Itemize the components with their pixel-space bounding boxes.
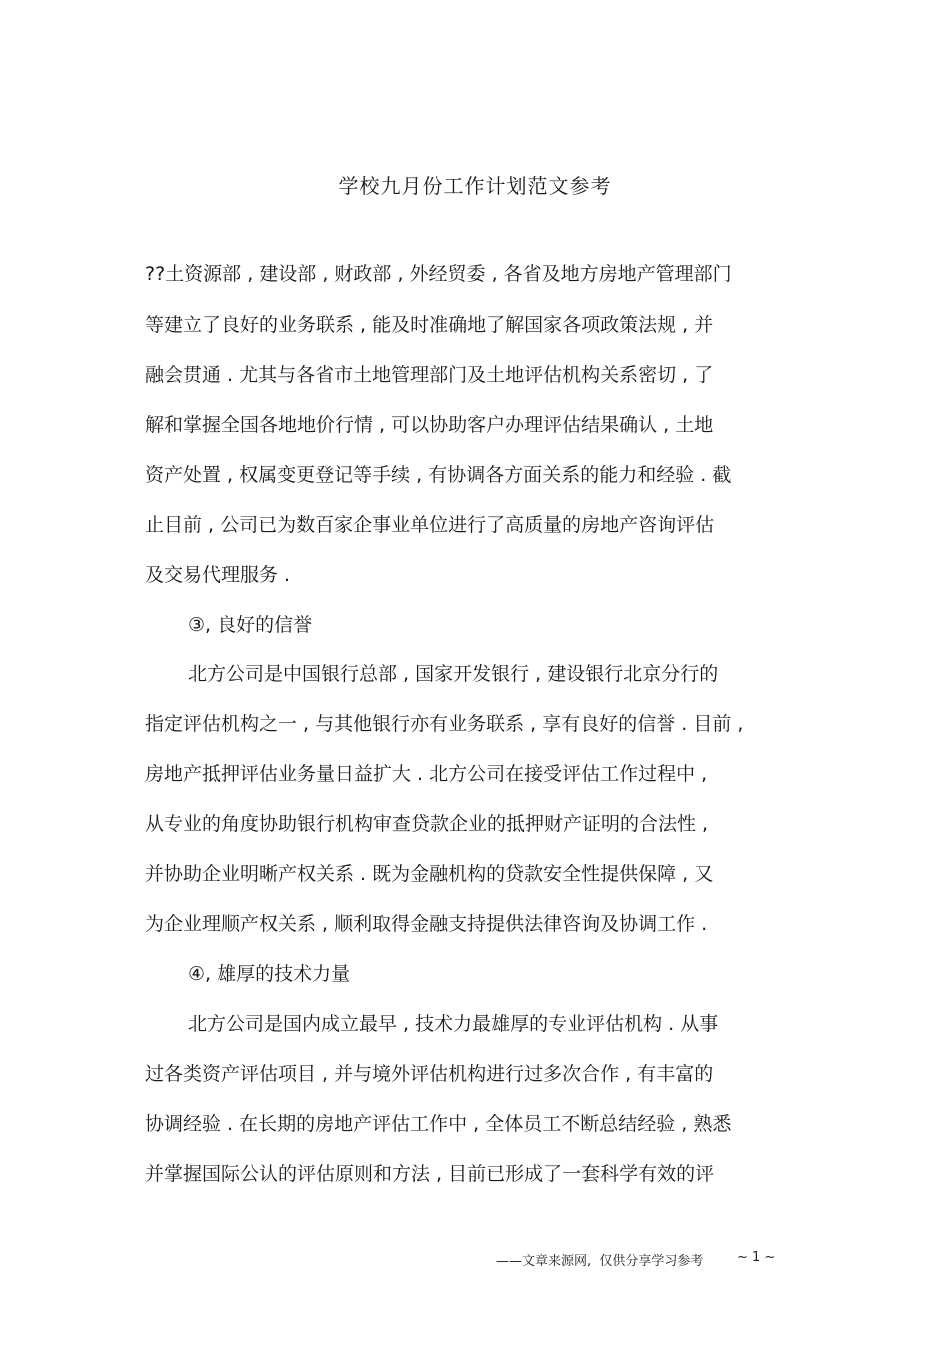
footer-source-note: ——文章来源网, 仅供分享学习参考: [496, 1254, 704, 1269]
paragraph-line: 房地产抵押评估业务量日益扩大 . 北方公司在接受评估工作过程中 ,: [145, 763, 708, 785]
paragraph-line: 资产处置 , 权属变更登记等手续 , 有协调各方面关系的能力和经验 . 截: [145, 464, 732, 486]
paragraph-line: 解和掌握全国各地地价行情 , 可以协助客户办理评估结果确认 , 土地: [145, 414, 714, 436]
paragraph-line: ??土资源部 , 建设部 , 财政部 , 外经贸委 , 各省及地方房地产管理部门: [145, 263, 732, 285]
paragraph-line: 过各类资产评估项目 , 并与境外评估机构进行过多次合作 , 有丰富的: [145, 1063, 714, 1085]
paragraph-line: 等建立了良好的业务联系 , 能及时准确地了解国家各项政策法规 , 并: [145, 314, 714, 336]
paragraph-line: 北方公司是国内成立最早 , 技术力最雄厚的专业评估机构 . 从事: [188, 1013, 719, 1035]
paragraph-line: 北方公司是中国银行总部 , 国家开发银行 , 建设银行北京分行的: [188, 663, 719, 685]
paragraph-line: 协调经验 . 在长期的房地产评估工作中 , 全体员工不断总结经验 , 熟悉: [145, 1113, 732, 1135]
paragraph-line: 从专业的角度协助银行机构审查贷款企业的抵押财产证明的合法性 ,: [145, 813, 709, 835]
paragraph-line: 融会贯通 . 尤其与各省市土地管理部门及土地评估机构关系密切 , 了: [145, 364, 714, 386]
section-heading: ③, 良好的信誉: [188, 614, 313, 636]
paragraph-line: 为企业理顺产权关系 , 顺利取得金融支持提供法律咨询及协调工作 .: [145, 913, 708, 935]
document-title: 学校九月份工作计划范文参考: [338, 174, 612, 198]
paragraph-line: 并协助企业明晰产权关系 . 既为金融机构的贷款安全性提供保障 , 又: [145, 863, 714, 885]
paragraph-line: 指定评估机构之一 , 与其他银行亦有业务联系 , 享有良好的信誉 . 目前 ,: [145, 713, 744, 735]
paragraph-line: 并掌握国际公认的评估原则和方法 , 目前已形成了一套科学有效的评: [145, 1163, 715, 1185]
paragraph-line: 止目前 , 公司已为数百家企事业单位进行了高质量的房地产咨询评估: [145, 514, 715, 536]
page-number: ~ 1 ~: [737, 1250, 776, 1265]
paragraph-line: 及交易代理服务 .: [145, 564, 291, 586]
section-heading: ④, 雄厚的技术力量: [188, 963, 351, 985]
